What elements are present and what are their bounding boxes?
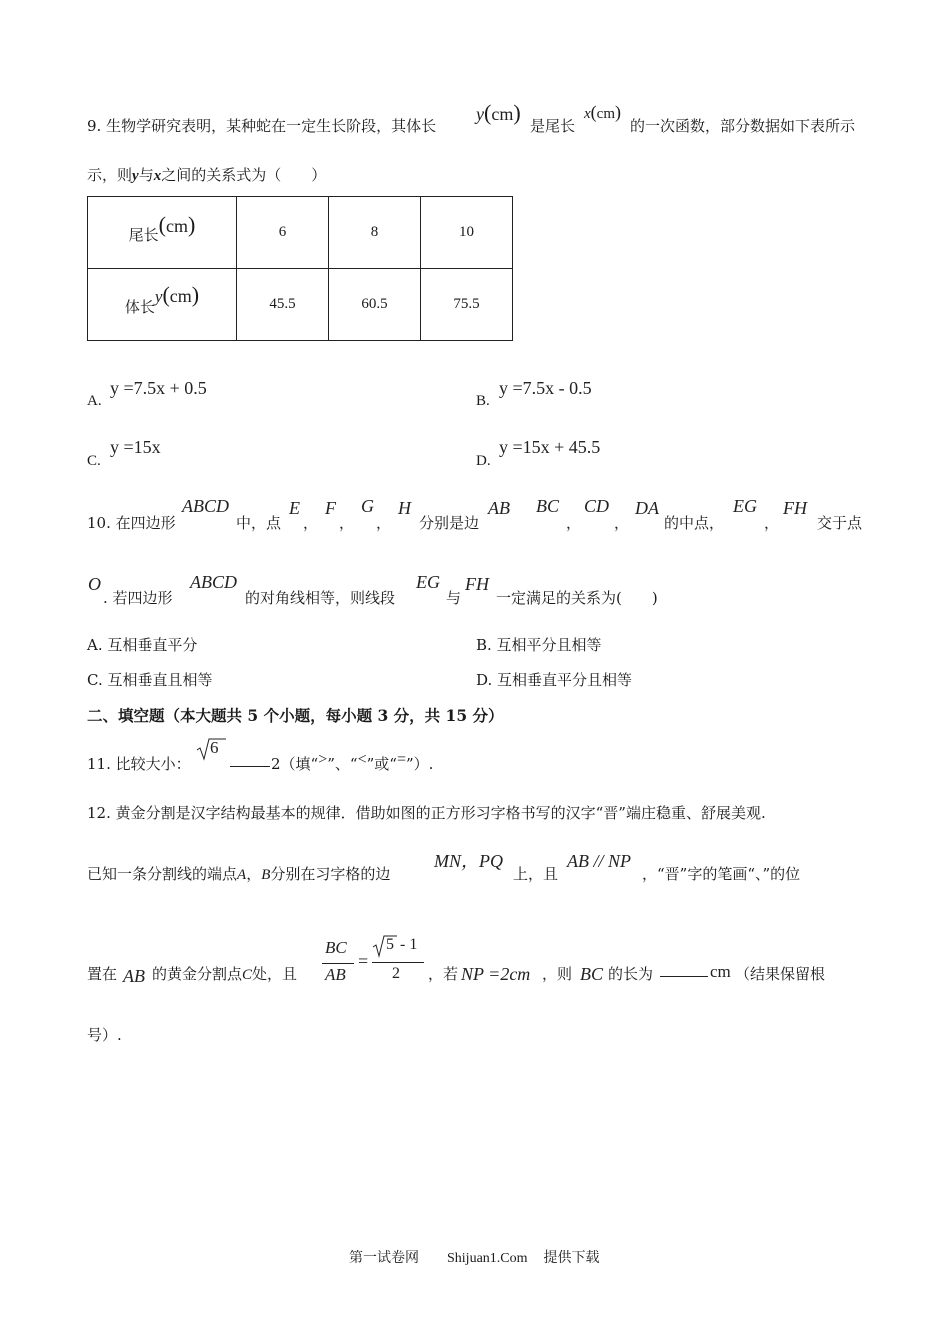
q10-point-h: H bbox=[398, 498, 411, 518]
table-cell: 60.5 bbox=[329, 269, 421, 341]
q12-text-c: 上，且 bbox=[513, 865, 559, 883]
q9-option-d-label: D. bbox=[476, 453, 491, 469]
q9-option-b-expr: y =7.5x - 0.5 bbox=[499, 378, 592, 398]
q12-text-line3g: （结果保留根 bbox=[735, 965, 826, 983]
q12-text-d: ，“晋”字的笔画“、”的位 bbox=[642, 865, 801, 883]
footer bbox=[349, 1247, 600, 1267]
q12-equals: = bbox=[358, 951, 369, 971]
q9-text-2: 是尾长 bbox=[530, 117, 576, 135]
q12-text-line3f: 的长为 bbox=[608, 965, 654, 983]
q9-var-y: y bbox=[476, 104, 484, 124]
q9-y-cm: y(cm) bbox=[476, 100, 521, 125]
q9-option-a-expr: y =7.5x + 0.5 bbox=[110, 378, 207, 398]
q10-eg-2: EG bbox=[416, 572, 440, 592]
q12-np-2cm: NP =2cm bbox=[461, 964, 531, 984]
q10-option-c: C. 互相垂直且相等 bbox=[87, 671, 213, 689]
table-row bbox=[88, 269, 513, 341]
footer-left: 第一试卷网 bbox=[349, 1250, 419, 1266]
q11-answer-blank[interactable] bbox=[230, 753, 270, 771]
q9-unit-cm: cm bbox=[491, 104, 514, 124]
q10-abcd: ABCD bbox=[182, 496, 229, 516]
q11-sqrt6: 6 bbox=[196, 737, 226, 761]
q10-text-h: 与 bbox=[446, 589, 462, 607]
q10-cd: CD bbox=[584, 496, 610, 516]
q10-text-g: 的对角线相等，则线段 bbox=[245, 589, 396, 607]
q10-text-c: 分别是边 bbox=[419, 514, 480, 532]
q10-text-a: 10. 在四边形 bbox=[87, 514, 176, 532]
q10-option-b: B. 互相平分且相等 bbox=[476, 636, 602, 654]
q12-text-line3d: ，若 bbox=[428, 965, 459, 983]
q12-ab: AB bbox=[123, 966, 145, 986]
q12-fraction-golden: 5 - 1 2 bbox=[372, 933, 426, 989]
q9-option-c-expr: y =15x bbox=[110, 437, 161, 457]
q10-text-b: 中，点 bbox=[236, 514, 282, 532]
q12-line2-a: 已知一条分割线的端点A，B分别在习字格的边 bbox=[87, 865, 391, 883]
table-row bbox=[88, 197, 513, 269]
q10-point-f: F bbox=[325, 498, 336, 518]
q9-option-d-expr: y =15x + 45.5 bbox=[499, 437, 601, 457]
q11-text-a: 11. 比较大小： bbox=[87, 755, 191, 773]
q10-option-d: D. 互相垂直平分且相等 bbox=[476, 671, 633, 689]
q12-fraction-bc-ab: BC AB bbox=[322, 938, 356, 988]
q10-point-g: G bbox=[361, 496, 374, 516]
q12-answer-blank[interactable] bbox=[660, 963, 708, 981]
q10-abcd-2: ABCD bbox=[190, 572, 237, 592]
q10-bc: BC bbox=[536, 496, 560, 516]
q10-point-e: E bbox=[289, 498, 300, 518]
q9-line2: 示，则y与x之间的关系式为（ ） bbox=[87, 166, 327, 184]
table-cell: 8 bbox=[329, 197, 421, 269]
q12-text-line3e: ，则 bbox=[542, 965, 573, 983]
q9-x-cm: x(cm) bbox=[584, 102, 621, 122]
q12-unit: cm bbox=[710, 962, 731, 981]
q10-text-d: 的中点， bbox=[664, 514, 725, 532]
q10-point-o: O bbox=[88, 574, 101, 594]
q9-line1 bbox=[87, 115, 436, 136]
q11-rest: 2（填“>”、“<”或“=”）. bbox=[271, 751, 434, 773]
q10-eg: EG bbox=[733, 496, 757, 516]
q10-text-i: 一定满足的关系为( ) bbox=[496, 589, 658, 607]
q10-text-f: . 若四边形 bbox=[103, 589, 173, 607]
q9-data-table bbox=[87, 196, 513, 341]
q12-text-line3a: 置在 bbox=[87, 965, 118, 983]
q12-text-line3b: 的黄金分割点C处，且 bbox=[152, 965, 298, 983]
q9-text-3: 的一次函数，部分数据如下表所示 bbox=[630, 117, 856, 135]
q9-var-x: x bbox=[584, 106, 591, 122]
q9-option-b-label: B. bbox=[476, 393, 490, 409]
q10-da: DA bbox=[635, 498, 659, 518]
table-cell-tail-label: 尾长(cm) bbox=[88, 197, 237, 269]
table-cell: 6 bbox=[237, 197, 329, 269]
q9-option-c-label: C. bbox=[87, 453, 101, 469]
table-cell: 45.5 bbox=[237, 269, 329, 341]
q10-option-a: A. 互相垂直平分 bbox=[87, 636, 198, 654]
q12-ab-parallel-np: AB // NP bbox=[567, 851, 631, 871]
q9-text-1: 9. 生物学研究表明，某种蛇在一定生长阶段，其体长 bbox=[87, 117, 437, 135]
q12-line1: 12. 黄金分割是汉字结构最基本的规律．借助如图的正方形习字格书写的汉字“晋”端庄稳重、舒展美观. bbox=[87, 804, 766, 822]
q12-line4: 号）. bbox=[87, 1026, 122, 1044]
q12-mn-pq: MN，PQ bbox=[434, 851, 503, 871]
q10-fh: FH bbox=[783, 498, 807, 518]
q12-bc: BC bbox=[580, 964, 604, 984]
q10-fh-2: FH bbox=[465, 574, 489, 594]
q10-ab: AB bbox=[488, 498, 510, 518]
section-heading: 二、填空题（本大题共 5 个小题，每小题 3 分，共 15 分） bbox=[87, 706, 504, 725]
q9-option-a-label: A. bbox=[87, 393, 102, 409]
q10-text-e: 交于点 bbox=[817, 514, 863, 532]
footer-right: 提供下载 bbox=[543, 1250, 600, 1266]
table-cell: 75.5 bbox=[421, 269, 513, 341]
radical-sign-icon bbox=[372, 935, 398, 959]
footer-site: Shijuan1.Com bbox=[447, 1251, 528, 1266]
table-cell: 10 bbox=[421, 197, 513, 269]
table-cell-body-label: 体长y(cm) bbox=[88, 269, 237, 341]
